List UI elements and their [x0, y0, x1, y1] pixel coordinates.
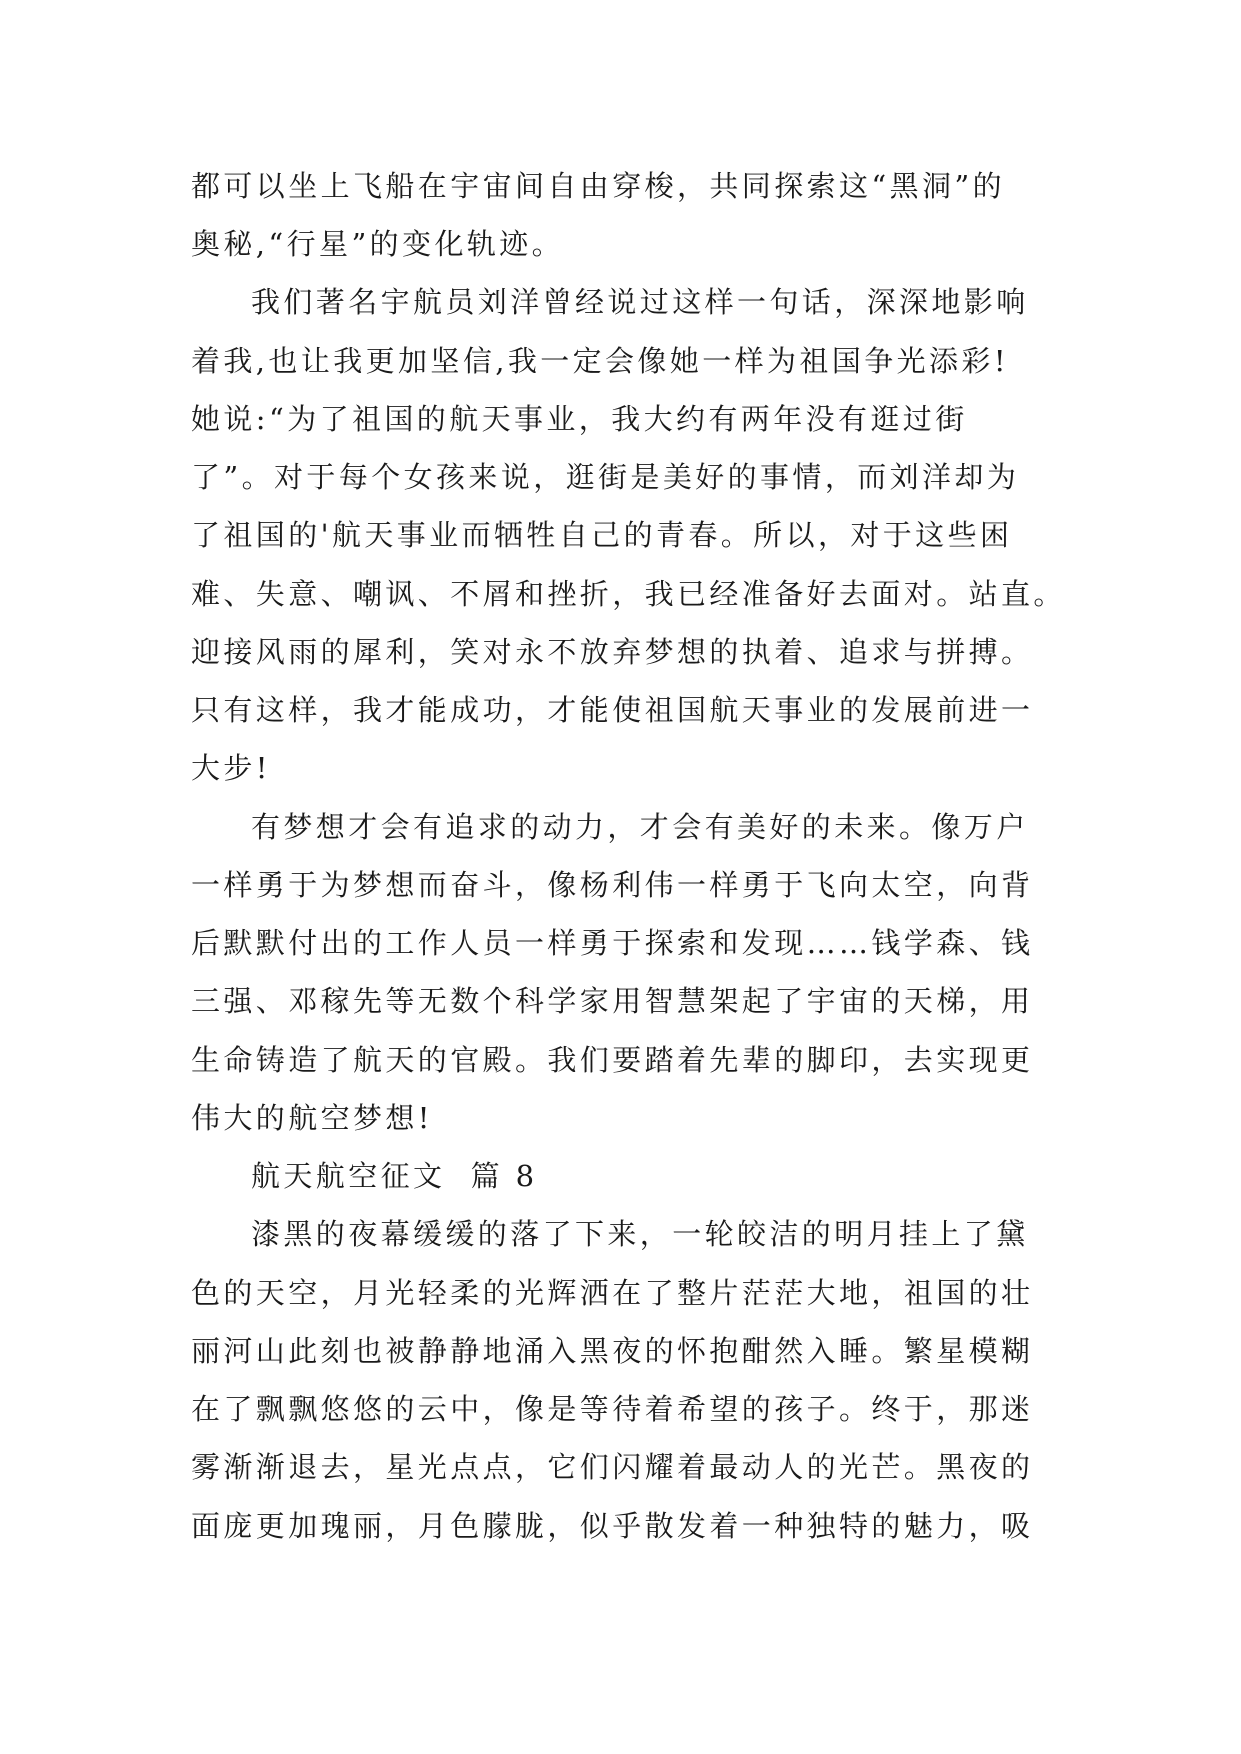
text-line: 有梦想才会有追求的动力，才会有美好的未来。像万户 [251, 810, 1029, 844]
text-line: 色的天空，月光轻柔的光辉洒在了整片茫茫大地，祖国的壮 [191, 1276, 1034, 1310]
text-line: 生命铸造了航天的官殿。我们要踏着先辈的脚印，去实现更 [191, 1043, 1034, 1077]
text-line: 我们著名宇航员刘洋曾经说过这样一句话，深深地影响 [251, 285, 1029, 319]
text-line: 难、失意、嘲讽、不屑和挫折，我已经准备好去面对。站直。 [191, 577, 1066, 611]
text-line: 丽河山此刻也被静静地涌入黑夜的怀抱酣然入睡。繁星模糊 [191, 1334, 1034, 1368]
text-line: 雾渐渐退去，星光点点，它们闪耀着最动人的光芒。黑夜的 [191, 1450, 1034, 1484]
text-line: 后默默付出的工作人员一样勇于探索和发现……钱学森、钱 [191, 926, 1034, 960]
text-line: 大步! [191, 751, 271, 785]
text-line: 了”。对于每个女孩来说，逛街是美好的事情，而刘洋却为 [191, 460, 1020, 494]
text-line: 三强、邓稼先等无数个科学家用智慧架起了宇宙的天梯，用 [191, 984, 1034, 1018]
text-line: 漆黑的夜幕缓缓的落了下来，一轮皎洁的明月挂上了黛 [251, 1217, 1029, 1251]
text-line: 一样勇于为梦想而奋斗，像杨利伟一样勇于飞向太空，向背 [191, 868, 1034, 902]
text-line: 在了飘飘悠悠的云中，像是等待着希望的孩子。终于，那迷 [191, 1392, 1034, 1426]
text-line: 了祖国的'航天事业而牺牲自己的青春。所以，对于这些困 [191, 518, 1013, 552]
text-line: 都可以坐上飞船在宇宙间自由穿梭，共同探索这“黑洞”的 [191, 169, 1006, 203]
text-line: 着我,也让我更加坚信,我一定会像她一样为祖国争光添彩! [191, 344, 1009, 378]
text-line: 迎接风雨的犀利，笑对永不放弃梦想的执着、追求与拼搏。 [191, 635, 1034, 669]
text-line: 伟大的航空梦想! [191, 1101, 433, 1135]
text-line: 奥秘,“行星”的变化轨迹。 [191, 227, 565, 261]
text-line: 面庞更加瑰丽，月色朦胧，似乎散发着一种独特的魅力，吸 [191, 1509, 1034, 1543]
text-line: 她说:“为了祖国的航天事业，我大约有两年没有逛过街 [191, 402, 968, 436]
section-heading: 航天航空征文 篇 8 [251, 1159, 538, 1193]
text-line: 只有这样，我才能成功，才能使祖国航天事业的发展前进一 [191, 693, 1034, 727]
